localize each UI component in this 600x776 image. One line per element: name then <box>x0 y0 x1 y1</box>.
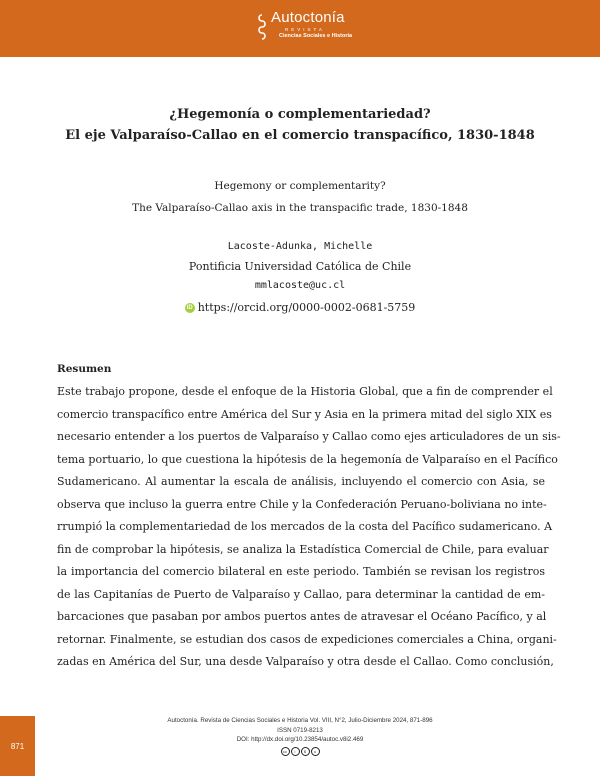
abstract <box>57 360 561 674</box>
citation-line: Autoctonía. Revista de Ciencias Sociales e Historia Vol. VIII, N°2, Julio-Diciembre 2024, 871-896 <box>167 717 433 724</box>
english-title-line-1: Hegemony or complementarity? <box>214 180 386 192</box>
author-info <box>0 237 600 317</box>
abstract-line: retornar. Finalmente, se estudian dos casos de expediciones comerciales a China, organi- <box>57 632 557 646</box>
author-name: Lacoste-Adunka, Michelle <box>227 241 373 252</box>
article-title <box>0 104 600 146</box>
english-title <box>0 175 600 219</box>
abstract-line: la importancia del comercio bilateral en este periodo. También se revisan los registros <box>57 565 545 578</box>
creative-commons-license <box>281 747 320 756</box>
doi-line[interactable]: DOI: http://dx.doi.org/10.23854/autoc.v8i2.469 <box>236 736 364 743</box>
cc-sa-icon: o <box>311 747 320 756</box>
cc-nc-icon: $ <box>301 747 310 756</box>
cc-by-icon: i <box>291 747 300 756</box>
abstract-line: Este trabajo propone, desde el enfoque de la Historia Global, que a fin de comprender el <box>57 385 553 398</box>
page-number: 871 <box>10 741 25 751</box>
journal-name: Autoctonía <box>271 9 345 26</box>
orcid-link[interactable] <box>185 298 416 318</box>
abstract-line: comercio transpacífico entre América del Sur y Asia en la primera mitad del siglo XIX es <box>57 407 552 421</box>
issn-line: ISSN 0719-8213 <box>277 726 323 734</box>
abstract-line: necesario entender a los puertos de Valparaíso y Callao como ejes articuladores de un sis- <box>57 430 561 443</box>
author-email[interactable]: mmlacoste@uc.cl <box>254 280 346 291</box>
abstract-line: fin de comprobar la hipótesis, se analiza la Estadística Comercial de Chile, para evaluar <box>57 542 549 556</box>
citation-footer <box>0 716 600 756</box>
journal-logo <box>256 10 352 46</box>
abstract-line: observa que incluso la guerra entre Chile y la Confederación Peruano-boliviana no inte- <box>57 497 547 511</box>
journal-sub: REVISTA <box>285 27 325 32</box>
journal-header-band <box>0 0 600 57</box>
abstract-line: rrumpió la complementariedad de los mercados de la costa del Pacífico sudamericano. A <box>57 520 553 533</box>
logo-mark-icon <box>256 13 268 43</box>
abstract-line: Sudamericano. Al aumentar la escala de análisis, incluyendo el comercio con Asia, se <box>57 475 545 488</box>
journal-tagline: Ciencias Sociales e Historia <box>279 33 353 39</box>
author-affiliation: Pontificia Universidad Católica de Chile <box>188 259 412 273</box>
orcid-icon: iD <box>186 304 193 311</box>
english-title-line-2: The Valparaíso-Callao axis in the transpacific trade, 1830-1848 <box>132 202 468 214</box>
orcid-url[interactable]: https://orcid.org/0000-0002-0681-5759 <box>197 300 416 314</box>
abstract-line: barcaciones que pasaban por ambos puertos antes de atravesar el Océano Pacífico, y al <box>57 610 547 623</box>
abstract-line: tema portuario, lo que cuestiona la hipótesis de la hegemonía de Valparaíso en el Pacífico <box>57 452 558 466</box>
page-number-box <box>0 716 35 776</box>
abstract-line: zadas en América del Sur, una desde Valparaíso y otra desde el Callao. Como conclusión, <box>57 655 554 668</box>
abstract-line: de las Capitanías de Puerto de Valparaíso y Callao, para determinar la cantidad de em- <box>57 587 545 601</box>
title-line-2: El eje Valparaíso-Callao en el comercio transpacífico, 1830-1848 <box>65 128 535 143</box>
abstract-heading: Resumen <box>57 363 112 375</box>
cc-icon: cc <box>281 747 290 756</box>
title-line-1: ¿Hegemonía o complementariedad? <box>169 107 431 122</box>
